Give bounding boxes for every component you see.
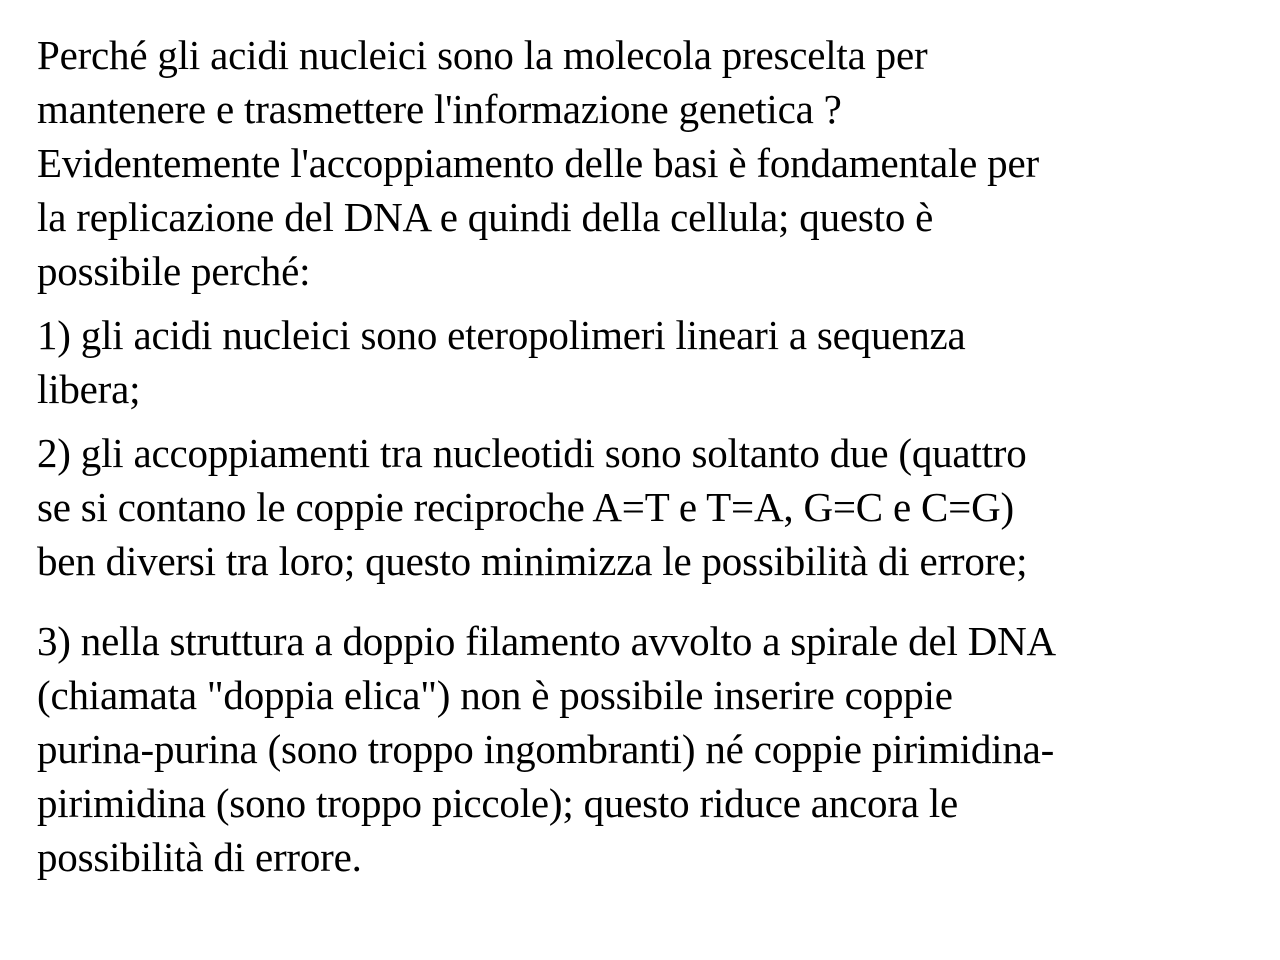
text-line: possibile perché: [37,248,311,294]
intro-paragraph [37,28,1252,298]
text-line: libera; [37,366,141,412]
text-line: (chiamata "doppia elica") non è possibile inserire coppie [37,672,953,718]
text-line: se si contano le coppie reciproche A=T e T=A, G=C e C=G) [37,484,1014,530]
text-line: mantenere e trasmettere l'informazione genetica ? [37,86,842,132]
text-line: purina-purina (sono troppo ingombranti) né coppie pirimidina- [37,726,1055,772]
slide-text-body [37,28,1252,884]
text-line: 2) gli accoppiamenti tra nucleotidi sono soltanto due (quattro [37,430,1027,476]
point-3-paragraph [37,614,1252,884]
text-line: possibilità di errore. [37,834,362,880]
text-line: 1) gli acidi nucleici sono eteropolimeri lineari a sequenza [37,312,966,358]
point-2-paragraph [37,426,1252,588]
point-1-paragraph [37,308,1252,416]
text-line: Evidentemente l'accoppiamento delle basi è fondamentale per [37,140,1039,186]
text-line: pirimidina (sono troppo piccole); questo riduce ancora le [37,780,959,826]
text-line: la replicazione del DNA e quindi della cellula; questo è [37,194,934,240]
text-line: Perché gli acidi nucleici sono la molecola prescelta per [37,32,928,78]
text-line: 3) nella struttura a doppio filamento avvolto a spirale del DNA [37,618,1056,664]
text-line: ben diversi tra loro; questo minimizza le possibilità di errore; [37,538,1028,584]
